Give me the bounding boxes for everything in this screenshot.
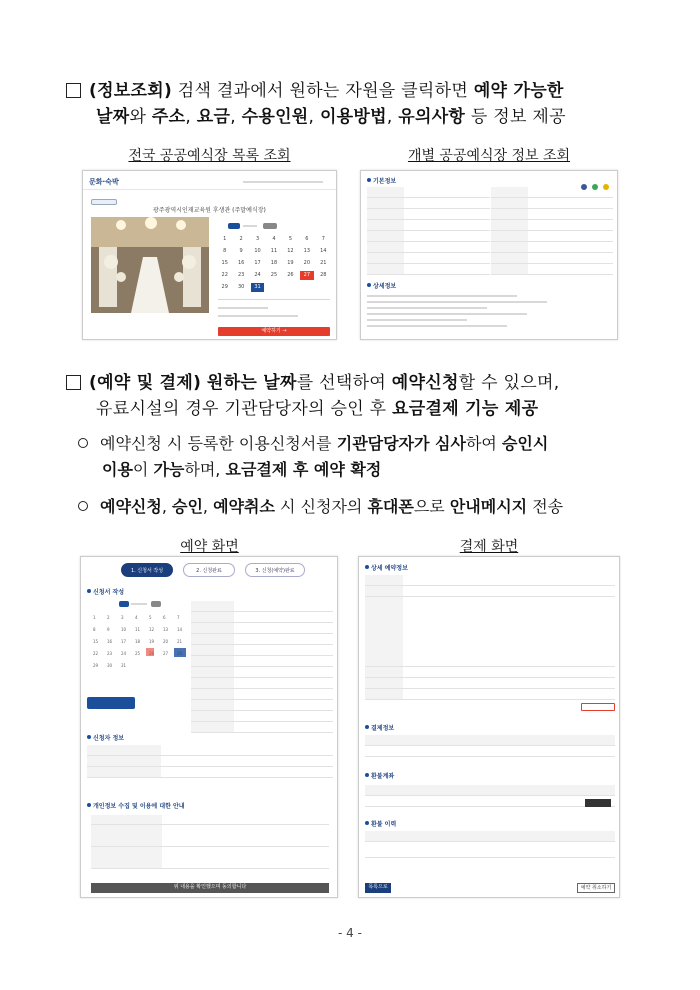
bullet-text: 예약신청 시 등록한 이용신청서를	[100, 434, 337, 453]
calendar-day[interactable]: 17	[254, 260, 261, 266]
bullet-bold: 이용	[102, 460, 133, 479]
step-3: 3. 신청(예약)완료	[245, 563, 305, 577]
svg-text:8: 8	[93, 627, 96, 632]
calendar-grid	[218, 235, 330, 292]
bullet-text: 으로	[413, 497, 450, 516]
bullet-text: 시 신청자의	[274, 497, 368, 516]
info-bold: 이용방법	[319, 107, 387, 127]
reserve-section-privacy: 개인정보 수집 및 이용에 대한 안내	[87, 801, 185, 810]
caption-detail: 개별 공공예식장 정보 조회	[407, 148, 571, 164]
svg-text:10: 10	[121, 627, 127, 632]
wedding-hall-photo	[91, 217, 209, 313]
bullet-bold: 안내메시지	[449, 497, 528, 516]
svg-text:5: 5	[149, 615, 152, 620]
calendar-day[interactable]: 10	[254, 248, 261, 254]
svg-text:23: 23	[107, 651, 113, 656]
privacy-table	[91, 815, 329, 869]
calendar-day[interactable]: 15	[221, 260, 228, 266]
calendar-day[interactable]: 16	[237, 260, 245, 266]
reserve-button[interactable]: 예약하기 →	[218, 327, 330, 336]
info-bold: 유의사항	[398, 107, 466, 127]
calendar-day[interactable]: 18	[270, 260, 278, 266]
info-text: ,	[308, 107, 320, 127]
step-2: 2. 신청완료	[183, 563, 235, 577]
info-bold: 날짜	[96, 107, 130, 127]
svg-text:24: 24	[121, 651, 127, 656]
bullet-text: 하여	[465, 434, 502, 453]
info-text: 와	[129, 107, 152, 127]
screenshot-list	[82, 170, 337, 340]
bullet-bold: 예약신청	[100, 497, 162, 516]
svg-text:18: 18	[135, 639, 141, 644]
bullet-approval	[78, 431, 642, 483]
calendar-day[interactable]: 24	[254, 272, 261, 278]
screenshot-pay	[358, 556, 620, 898]
calendar-day[interactable]: 1	[223, 236, 227, 242]
info-heading: (정보조회)	[89, 81, 173, 101]
checkbox-square-icon	[66, 375, 81, 390]
calendar-day[interactable]: 7	[321, 236, 325, 242]
svg-text:27: 27	[163, 651, 169, 656]
calendar-day[interactable]: 21	[320, 260, 327, 266]
svg-text:9: 9	[107, 627, 110, 632]
calendar-day[interactable]: 31	[251, 283, 264, 292]
calendar-day[interactable]: 3	[255, 236, 260, 242]
calendar-day[interactable]: 6	[305, 236, 309, 242]
svg-text:6: 6	[163, 615, 166, 620]
reserve-text: 를 선택하여	[296, 373, 392, 393]
info-text: 검색 결과에서 원하는 자원을 클릭하면	[172, 81, 474, 101]
bullet-bold: 승인	[172, 497, 203, 516]
svg-text:7: 7	[177, 615, 180, 620]
reserve-bold: 예약신청	[391, 373, 459, 393]
svg-text:1: 1	[93, 615, 96, 620]
svg-text:12: 12	[149, 627, 155, 632]
info-text: 등 정보 제공	[465, 107, 566, 127]
bullet-bold: 승인시	[501, 434, 549, 453]
venue-title: 광주광역시인재교육원 후생관 (주말예식장)	[153, 207, 266, 214]
bullet-bold: 가능	[153, 460, 185, 479]
calendar-day[interactable]: 20	[303, 260, 311, 266]
svg-text:20: 20	[163, 639, 169, 644]
reserve-bold: 요금결제 기능 제공	[392, 399, 539, 419]
reserve-text: 유료시설의 경우 기관담당자의 승인 후	[96, 399, 393, 419]
calendar-day[interactable]: 30	[237, 284, 245, 290]
info-bold: 주소	[151, 107, 186, 127]
screenshot-detail	[360, 170, 618, 340]
agree-button[interactable]: 위 내용을 확인했으며 동의합니다	[91, 883, 329, 893]
bullet-text: ,	[161, 497, 172, 516]
pay-detail-table	[365, 575, 615, 700]
info-text: ,	[185, 107, 197, 127]
list-button[interactable]: 목록으로	[365, 883, 391, 893]
calendar-day[interactable]: 4	[272, 236, 276, 242]
calendar-day[interactable]: 11	[270, 248, 278, 254]
bullet-bold: 요금결제 후 예약 확정	[225, 460, 382, 479]
bullet-text: 하며,	[184, 460, 226, 479]
calendar-day[interactable]: 5	[288, 236, 293, 242]
info-bold: 예약 가능한	[473, 81, 564, 101]
cancel-link[interactable]	[581, 703, 615, 711]
calendar-day[interactable]: 26	[287, 272, 294, 278]
svg-text:19: 19	[149, 639, 155, 644]
reserve-form-table	[191, 601, 333, 733]
reserve-section-form: 신청서 작성	[87, 587, 124, 596]
svg-text:4: 4	[135, 615, 138, 620]
bullet-circle-icon	[78, 501, 88, 511]
svg-text:14: 14	[177, 627, 183, 632]
bullet-notification	[78, 494, 642, 520]
svg-text:25: 25	[135, 651, 141, 656]
svg-text:15: 15	[93, 639, 99, 644]
svg-text:21: 21	[177, 639, 183, 644]
refund-history-table	[365, 831, 615, 858]
payment-table	[365, 735, 615, 757]
caption-reserve-screen: 예약 화면	[180, 539, 239, 555]
cancel-reservation-button[interactable]: 예약 취소하기	[577, 883, 615, 893]
reserve-paragraph	[66, 370, 642, 422]
svg-text:3: 3	[121, 615, 124, 620]
bullet-text: 이	[132, 460, 154, 479]
applicant-table	[87, 745, 333, 778]
refund-account-table	[365, 785, 615, 807]
calendar-day[interactable]: 2	[239, 236, 243, 242]
calendar-day[interactable]: 19	[287, 260, 294, 266]
info-paragraph	[66, 78, 642, 130]
pay-section-refund-account: 환불계좌	[365, 771, 394, 780]
info-bold: 요금	[196, 107, 231, 127]
detail-table-right	[491, 187, 613, 275]
calendar-day[interactable]: 8	[223, 248, 227, 254]
calendar-day[interactable]: 29	[221, 284, 228, 290]
info-text: ,	[230, 107, 242, 127]
calendar-day[interactable]: 12	[287, 248, 294, 254]
page-number: - 4 -	[338, 926, 362, 940]
svg-text:16: 16	[107, 639, 113, 644]
svg-text:31: 31	[121, 663, 127, 668]
svg-text:11: 11	[135, 627, 141, 632]
svg-text:22: 22	[93, 651, 99, 656]
verify-button[interactable]	[585, 799, 611, 807]
step-1: 1. 신청서 작성	[121, 563, 173, 577]
reserve-heading: (예약 및 결제)	[89, 373, 202, 393]
detail-section-more: 상세정보	[367, 281, 396, 290]
info-bold: 수용인원	[241, 107, 309, 127]
bullet-bold: 휴대폰	[367, 497, 414, 516]
svg-text:29: 29	[93, 663, 99, 668]
reserve-text: 할 수 있으며,	[458, 373, 560, 393]
caption-pay-screen: 결제 화면	[459, 539, 519, 555]
calendar-day[interactable]: 13	[303, 248, 311, 254]
reserve-calendar	[87, 611, 187, 671]
pay-section-detail: 상세 예약정보	[365, 563, 408, 572]
calendar-day[interactable]: 28	[320, 272, 327, 278]
pay-section-refund-history: 환불 이력	[365, 819, 396, 828]
bullet-text: 전송	[527, 497, 564, 516]
caption-list: 전국 공공예식장 목록 조회	[128, 148, 291, 164]
bullet-text: ,	[202, 497, 214, 516]
svg-text:30: 30	[107, 663, 113, 668]
breadcrumb: 문화·숙박	[89, 178, 119, 186]
bullet-bold: 기관담당자가 심사	[336, 434, 466, 453]
calendar-day[interactable]: 23	[237, 272, 245, 278]
calendar-day[interactable]: 27	[300, 271, 313, 280]
reserve-bold: 원하는 날짜	[206, 373, 297, 393]
reserve-section-applicant: 신청자 정보	[87, 733, 124, 742]
calendar-day[interactable]: 9	[239, 248, 243, 254]
svg-text:17: 17	[121, 639, 127, 644]
selected-slot[interactable]	[87, 697, 135, 709]
svg-text:2: 2	[107, 615, 110, 620]
svg-text:13: 13	[163, 627, 169, 632]
detail-table	[367, 187, 490, 275]
detail-section-basic: 기본정보	[367, 176, 396, 185]
calendar-day[interactable]: 14	[320, 248, 327, 254]
calendar-day[interactable]: 25	[270, 272, 278, 278]
calendar-day[interactable]: 22	[221, 272, 228, 278]
bullet-circle-icon	[78, 438, 88, 448]
pay-section-payment: 결제정보	[365, 723, 394, 732]
info-text: ,	[386, 107, 399, 127]
screenshot-reserve	[80, 556, 338, 898]
bullet-bold: 예약취소	[213, 497, 275, 516]
checkbox-square-icon	[66, 83, 81, 98]
